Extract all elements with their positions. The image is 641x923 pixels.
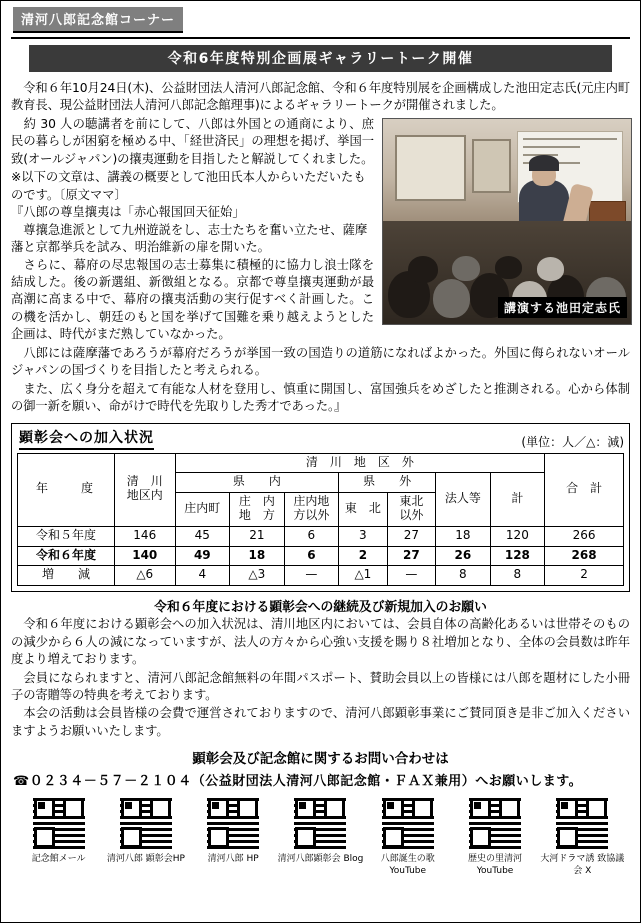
th-touhoku-igai: 東北 以外 xyxy=(387,493,435,527)
th-kei: 計 xyxy=(490,473,545,526)
row-label: 増 減 xyxy=(18,566,115,586)
cell: △3 xyxy=(230,566,285,586)
th-touhoku: 東 北 xyxy=(339,493,387,527)
qr-item[interactable] xyxy=(364,795,451,877)
table-title: 顕彰会への加入状況 xyxy=(19,427,154,450)
qr-label: 八郎誕生の歌 YouTube xyxy=(380,854,435,876)
photo-block xyxy=(382,118,630,325)
table-unit-note: (単位：人／△：減) xyxy=(521,434,624,449)
contact-title: 顕彰会及び記念館に関するお問い合わせは xyxy=(192,751,449,768)
screen-line xyxy=(523,146,580,148)
qr-item[interactable] xyxy=(15,795,102,865)
qr-code-icon[interactable] xyxy=(31,795,87,851)
photo-caption: 講演する池田定志氏 xyxy=(498,297,627,318)
audience-head xyxy=(433,279,470,318)
table-row xyxy=(18,526,624,546)
paragraph-1: 令和６年10月24日(木)、公益財団法人清河八郎記念館、令和６年度特別展を企画構成した池田定志氏(元庄内町教育長、現公益財団法人清河八郎記念館理事)によるギャラリートークが開催されました。 xyxy=(11,81,630,113)
banner-title: 令和6年度特別企画展ギャラリートーク開催 xyxy=(29,45,612,72)
corner-header xyxy=(11,7,630,39)
appeal-title: 令和６年度における顕彰会への継続及び新規加入のお願い xyxy=(154,600,487,616)
th-outside: 清 川 地 区 外 xyxy=(175,453,545,473)
cell: 2 xyxy=(339,546,387,566)
contact-phone-line: ☎０２３４－５７－２１０４（公益財団法人清河八郎記念館・ＦＡＸ兼用）へお願いします。 xyxy=(13,774,583,790)
table-head-row-1 xyxy=(18,453,624,473)
paragraph-quote-title: 『八郎の尊皇攘夷は「赤心報国回天征始」 xyxy=(11,205,245,220)
qr-label: 清河八郎 顕彰会HP xyxy=(106,854,185,865)
th-shonai-chiho-igai: 庄内地 方以外 xyxy=(284,493,339,527)
cell: 140 xyxy=(114,546,175,566)
th-ken-nai: 県 内 xyxy=(175,473,339,493)
cell: 49 xyxy=(175,546,230,566)
qr-label: 清河八郎顕彰会 Blog xyxy=(277,854,364,865)
th-houjin: 法人等 xyxy=(436,473,491,526)
cell: 26 xyxy=(436,546,491,566)
cell: 8 xyxy=(436,566,491,586)
appeal-paragraph-2: 会員になられますと、清河八郎記念館無料の年間パスポート、賛助会員以上の皆様には八郎を題材にした小冊子の寄贈等の特典を考えております。 xyxy=(11,670,630,702)
qr-code-icon[interactable] xyxy=(380,795,436,851)
paragraph-8: また、広く身分を超えて有能な人材を登用し、慎重に開国し、富国強兵をめざしたと推測される。心から体制の御一新を願い、命がけで時代を先取りした秀才であった。』 xyxy=(11,381,630,414)
paragraph-2: 約 30 人の聴講者を前にして、八郎は外国との通商により、庶民の暮らしが困窮を極める中、「経世済民」の理想を掲げ、挙国一致(オールジャパン)の攘夷運動を目指したと解説してくれました。 xyxy=(11,116,374,166)
qr-item[interactable] xyxy=(277,795,364,865)
appeal-paragraph-3: 本会の活動は会員皆様の会費で運営されておりますので、清河八郎顕彰事業にご賛同頂き是非ご加入くださいますようお願いいたします。 xyxy=(11,706,630,738)
qr-item[interactable] xyxy=(102,795,189,865)
lecture-photo xyxy=(382,118,632,325)
cell: △1 xyxy=(339,566,387,586)
cell: 8 xyxy=(490,566,545,586)
paragraph-7: 八郎には薩摩藩であろうが幕府だろうが挙国一致の国造りの道筋になればよかった。外国に侮られないオールジャパンの国づくりを目指したと考えられる。 xyxy=(11,345,630,378)
th-nendo: 年 度 xyxy=(18,453,115,526)
th-ken-gai: 県 外 xyxy=(339,473,436,493)
qr-label: 記念館メール xyxy=(31,854,86,865)
cell: 128 xyxy=(490,546,545,566)
qr-code-icon[interactable] xyxy=(554,795,610,851)
photo-picture-frame xyxy=(395,135,466,201)
qr-code-icon[interactable] xyxy=(118,795,174,851)
membership-table xyxy=(17,453,624,587)
table-row xyxy=(18,566,624,586)
cell: 21 xyxy=(230,526,285,546)
cell: 18 xyxy=(230,546,285,566)
cell: — xyxy=(387,566,435,586)
qr-item[interactable] xyxy=(190,795,277,865)
qr-code-row xyxy=(15,795,626,877)
audience-head xyxy=(408,256,438,283)
cell: 27 xyxy=(387,526,435,546)
cell: 6 xyxy=(284,526,339,546)
table-header-row xyxy=(19,427,624,450)
screen-line xyxy=(523,138,617,140)
cell: 268 xyxy=(545,546,624,566)
qr-label: 歴史の里清河 YouTube xyxy=(468,854,523,876)
photo-picture-frame-2 xyxy=(472,139,511,192)
cell: — xyxy=(284,566,339,586)
qr-code-icon[interactable] xyxy=(292,795,348,851)
qr-label: 大河ドラマ誘 致協議会 X xyxy=(540,854,625,876)
cell: △6 xyxy=(114,566,175,586)
cell: 6 xyxy=(284,546,339,566)
appeal-paragraph-1: 令和６年度における顕彰会への加入状況は、清川地区内においては、会員自体の高齢化あるいは世帯そのものの減少から６人の減になっていますが、法人の方々から心強い支援を賜り８社増加となり、全体の会員数は昨年度より増えております。 xyxy=(11,617,630,667)
cell: 2 xyxy=(545,566,624,586)
th-shonaimachi: 庄内町 xyxy=(175,493,230,527)
cell: 266 xyxy=(545,526,624,546)
qr-item[interactable] xyxy=(539,795,626,877)
row-label: 令和６年度 xyxy=(18,546,115,566)
cell: 45 xyxy=(175,526,230,546)
audience-head xyxy=(495,256,522,279)
cell: 120 xyxy=(490,526,545,546)
paragraph-note: ※以下の文章は、講義の概要として池田氏本人からいただいたものです。〔原文ママ〕 xyxy=(11,170,366,202)
membership-table-box xyxy=(11,423,630,593)
cell: 3 xyxy=(339,526,387,546)
paragraph-5: 尊攘急進派として九州遊説をし、志士たちを奮い立たせ、薩摩藩と京都挙兵を試み、明治維新の扉を開いた。 xyxy=(11,222,368,255)
audience-head xyxy=(537,257,564,281)
cell: 4 xyxy=(175,566,230,586)
cell: 27 xyxy=(387,546,435,566)
th-goukei: 合 計 xyxy=(545,453,624,526)
qr-code-icon[interactable] xyxy=(205,795,261,851)
article-body xyxy=(11,80,630,417)
th-kiyokawa-in: 清 川 地区内 xyxy=(114,453,175,526)
corner-title: 清河八郎記念館コーナー xyxy=(13,7,183,33)
paragraph-6: さらに、幕府の尽忠報国の志士募集に積極的に協力し浪士隊を結成した。後の新選組、新徴組となる。京都で尊皇攘夷運動が最高潮に高まる中で、幕府の攘夷活動の実行促すべく計画した。この機を活かし、朝廷のもと国を挙げて国難を乗り越えようとした企画は、時代がまだ熟していなかった。 xyxy=(11,257,374,342)
cell: 146 xyxy=(114,526,175,546)
qr-item[interactable] xyxy=(451,795,538,877)
cell: 18 xyxy=(436,526,491,546)
audience-head xyxy=(452,256,479,281)
qr-code-icon[interactable] xyxy=(467,795,523,851)
row-label: 令和５年度 xyxy=(18,526,115,546)
th-shonai-chiho: 庄 内 地 方 xyxy=(230,493,285,527)
table-row xyxy=(18,546,624,566)
qr-label: 清河八郎 HP xyxy=(207,854,259,865)
